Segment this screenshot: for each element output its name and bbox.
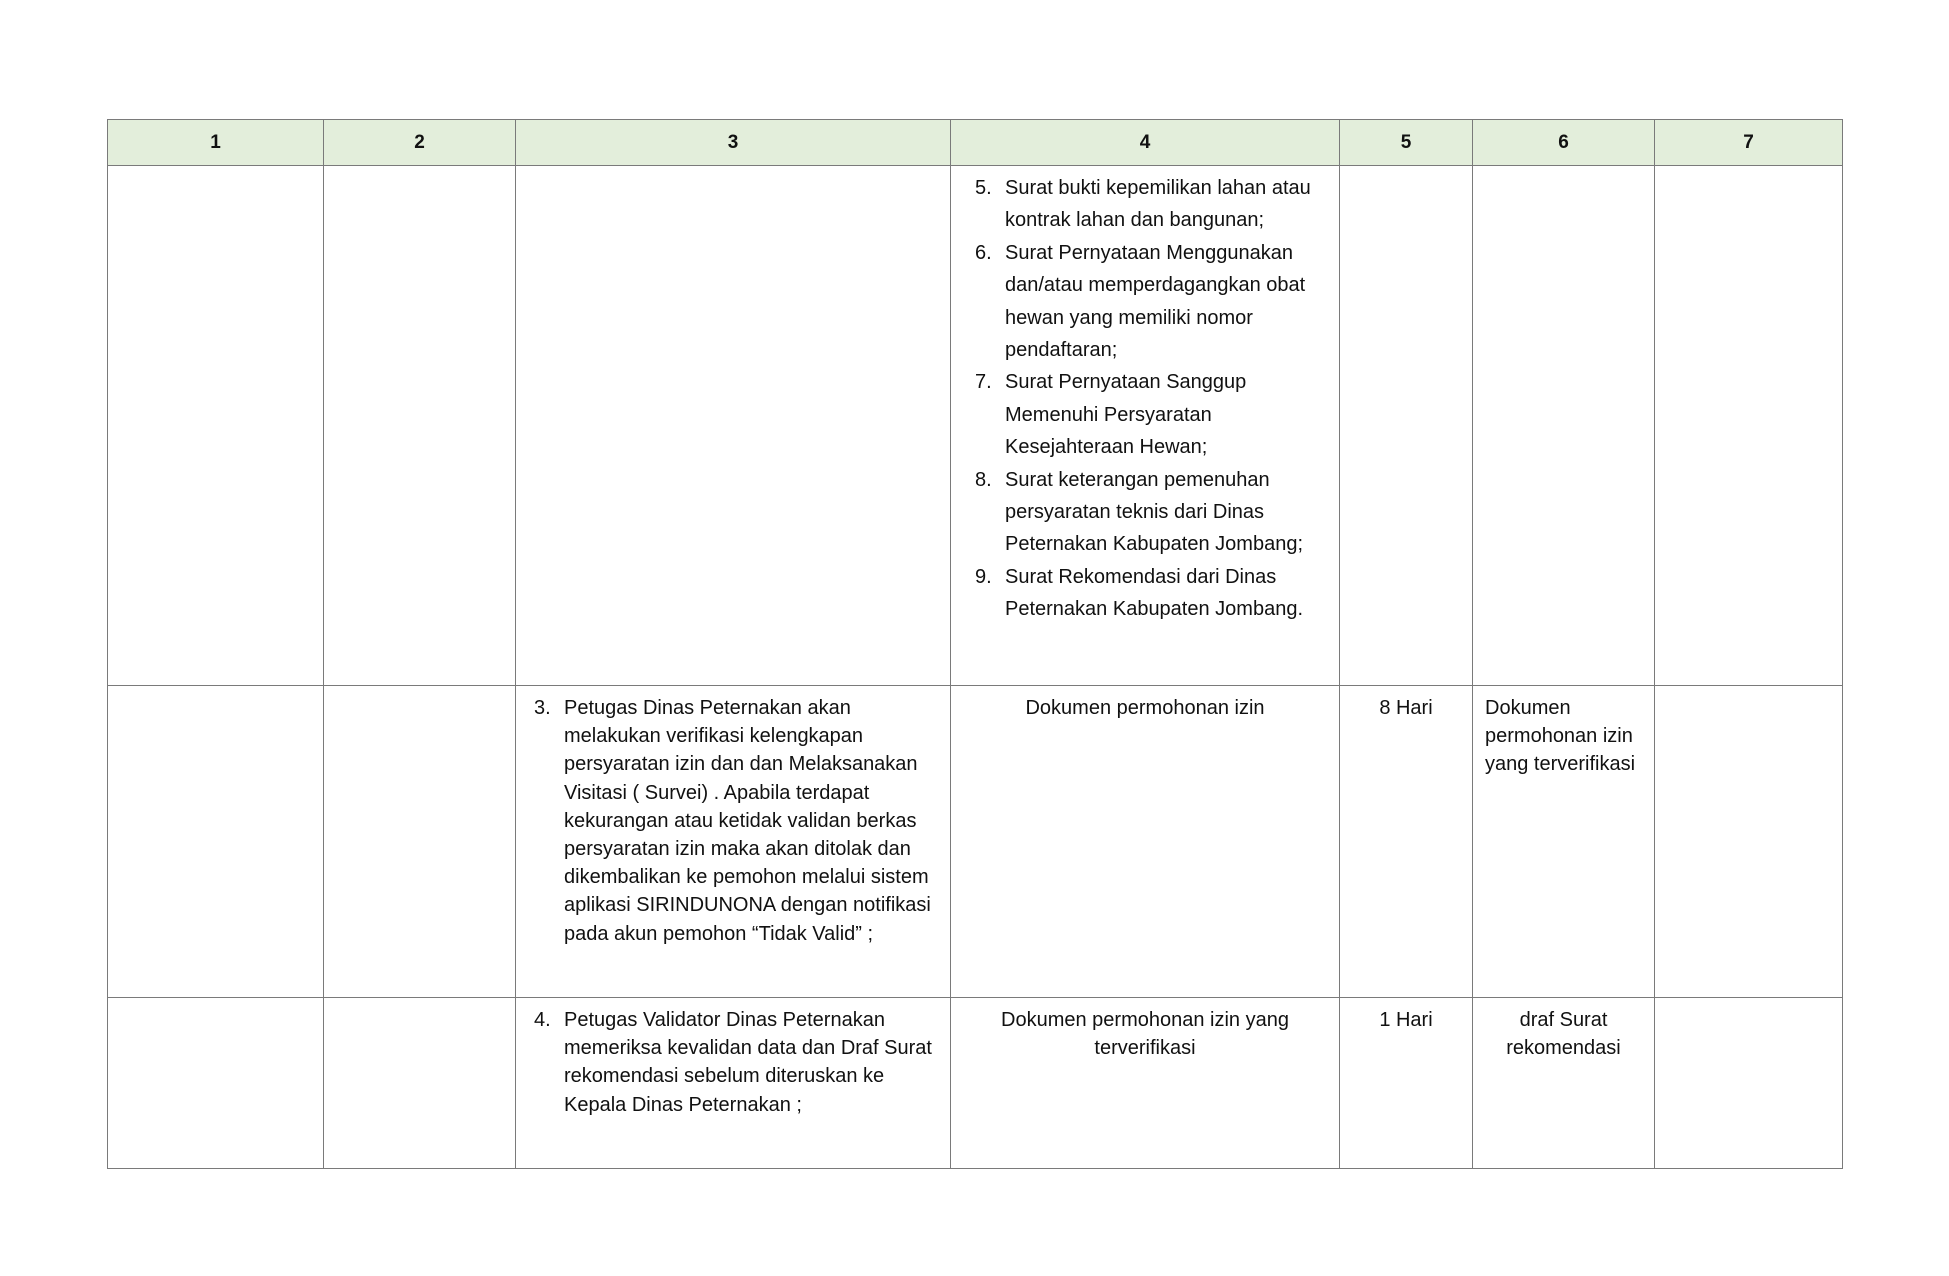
list-item: [975, 561, 1319, 626]
step-item: [534, 1006, 936, 1119]
table-row: [108, 686, 1843, 998]
list-item: [975, 464, 1319, 561]
list-item-text: Surat bukti kepemilikan lahan atau kontrak lahan dan bangunan;: [1005, 177, 1311, 232]
row3-col5-cell: [1340, 998, 1473, 1169]
row3-col7-cell: [1655, 998, 1843, 1169]
step-number: 3.: [534, 697, 551, 719]
list-item-text: Surat Pernyataan Sanggup Memenuhi Persyaratan Kesejahteraan Hewan;: [1005, 371, 1247, 459]
step-text: Petugas Dinas Peternakan akan melakukan verifikasi kelengkapan persyaratan izin dan dan Melaksanakan Visitasi ( Survei) . Apabila terdapat kekurangan atau ketidak validan berkas persyaratan izin maka akan ditolak dan dikembalikan ke pemohon melalui sistem aplikasi SIRINDUNONA dengan notifikasi pada akun pemohon “Tidak Valid” ;: [564, 697, 931, 945]
row3-col2-cell: [324, 998, 516, 1169]
header-col-5: 5: [1340, 120, 1473, 166]
step-list: [534, 694, 936, 948]
row3-col3-cell: [516, 998, 951, 1169]
header-col-3: 3: [516, 120, 951, 166]
row1-col6-cell: [1473, 166, 1655, 686]
row1-col5-cell: [1340, 166, 1473, 686]
row3-col6-cell: [1473, 998, 1655, 1169]
row2-col1-cell: [108, 686, 324, 998]
row3-col4-cell: [951, 998, 1340, 1169]
step-list: [534, 1006, 936, 1119]
step-item: [534, 694, 936, 948]
duration-text: 1 Hari: [1379, 1009, 1433, 1031]
row1-col2-cell: [324, 166, 516, 686]
list-item: [975, 366, 1319, 463]
table-row: [108, 166, 1843, 686]
input-document-text: Dokumen permohonan izin yang terverifikasi: [1001, 1009, 1289, 1060]
row2-col2-cell: [324, 686, 516, 998]
header-col-7: 7: [1655, 120, 1843, 166]
requirements-list: [975, 172, 1319, 626]
list-item-text: Surat keterangan pemenuhan persyaratan teknis dari Dinas Peternakan Kabupaten Jombang;: [1005, 468, 1303, 556]
row1-col3-cell: [516, 166, 951, 686]
list-item-text: Surat Pernyataan Menggunakan dan/atau memperdagangkan obat hewan yang memiliki nomor pendaftaran;: [1005, 241, 1306, 362]
header-row: [108, 120, 1843, 166]
output-text: draf Surat rekomendasi: [1506, 1009, 1621, 1060]
row2-col4-cell: [951, 686, 1340, 998]
row2-col3-cell: [516, 686, 951, 998]
duration-text: 8 Hari: [1379, 697, 1433, 719]
header-col-4: 4: [951, 120, 1340, 166]
list-item-text: Surat Rekomendasi dari Dinas Peternakan Kabupaten Jombang.: [1005, 565, 1303, 621]
header-col-1: 1: [108, 120, 324, 166]
list-item-number: 5.: [975, 177, 992, 199]
list-item-number: 9.: [975, 565, 992, 588]
table-row: [108, 998, 1843, 1169]
header-col-2: 2: [324, 120, 516, 166]
input-document-text: Dokumen permohonan izin: [1025, 697, 1265, 719]
list-item: [975, 172, 1319, 237]
procedure-table: [107, 119, 1843, 1169]
row2-col5-cell: [1340, 686, 1473, 998]
output-text: Dokumen permohonan izin yang terverifikasi: [1485, 697, 1636, 776]
list-item-number: 6.: [975, 241, 992, 264]
header-col-6: 6: [1473, 120, 1655, 166]
row1-col4-cell: [951, 166, 1340, 686]
row1-col7-cell: [1655, 166, 1843, 686]
row2-col7-cell: [1655, 686, 1843, 998]
row3-col1-cell: [108, 998, 324, 1169]
row1-col1-cell: [108, 166, 324, 686]
step-text: Petugas Validator Dinas Peternakan memeriksa kevalidan data dan Draf Surat rekomendasi sebelum diteruskan ke Kepala Dinas Peternakan ;: [564, 1009, 932, 1116]
list-item: [975, 237, 1319, 367]
list-item-number: 8.: [975, 468, 992, 491]
list-item-number: 7.: [975, 371, 992, 394]
step-number: 4.: [534, 1009, 551, 1031]
row2-col6-cell: [1473, 686, 1655, 998]
